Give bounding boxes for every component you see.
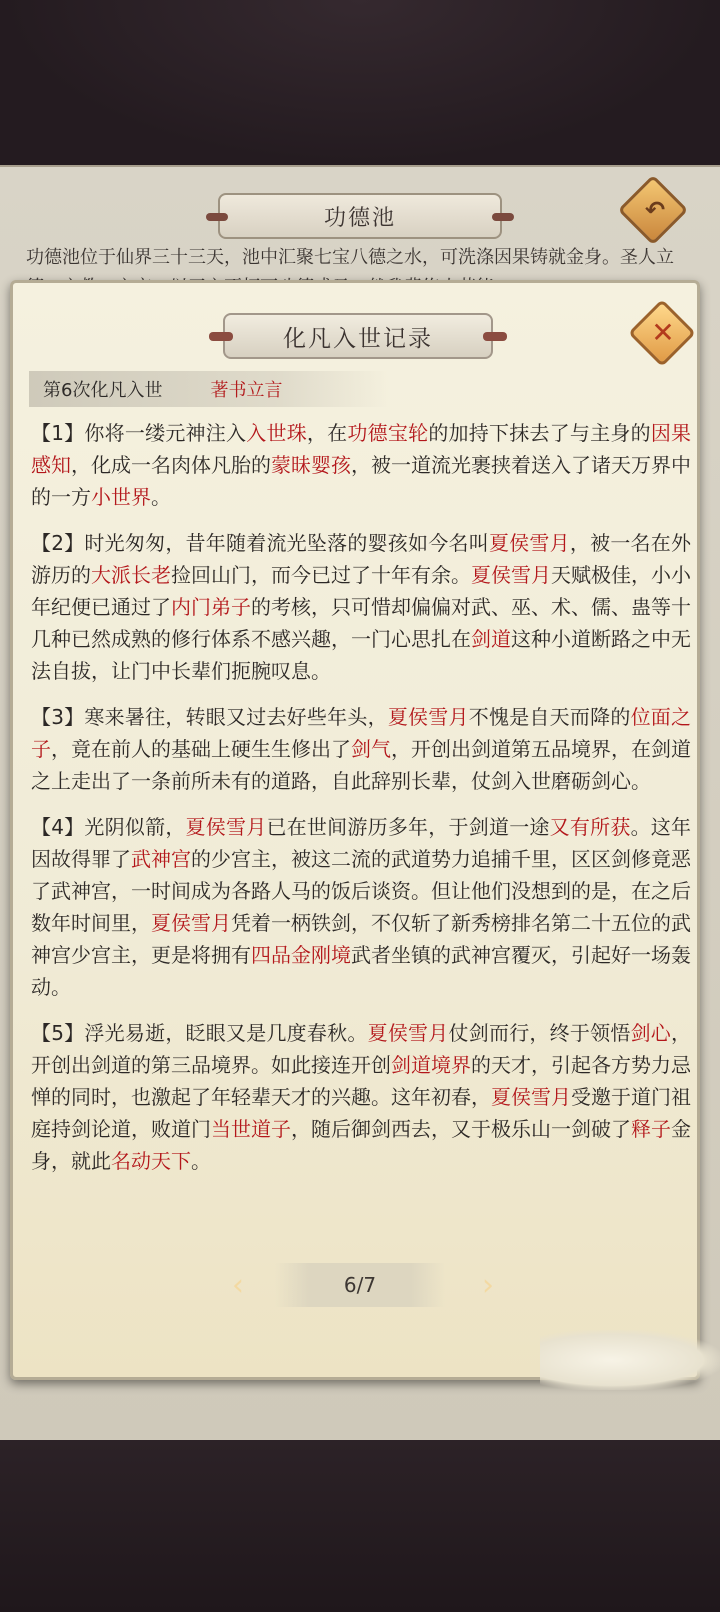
entry-text: 的加持下抹去了与主身的: [428, 421, 651, 445]
highlight-term: 位面之子: [31, 705, 692, 761]
entry-text: 的天才，引起各方势力忌惮的同时，也激起了年轻辈天才的兴趣。这年初春，: [31, 1053, 691, 1109]
entry-text: 的少宫主，被这二流的武道势力追捕千里，区区剑修竟恶了武神宫，一时间成为各路人马的饭后谈资。但让他们没想到的是，在之后数年时间里，: [31, 847, 691, 935]
highlight-term: 武神宫: [131, 847, 191, 871]
entry-text: 【3】寒来暑往，转眼又过去好些年头，: [31, 705, 388, 729]
background-description: 功德池位于仙界三十三天，池中汇聚七宝八德之水，可洗涤因果铸就金身。圣人立: [26, 247, 674, 268]
log-entry: [31, 701, 691, 797]
entry-text: 【1】你将一缕元神注入: [31, 421, 247, 445]
entry-text: 的考核，只可惜却偏偏对武、巫、术、儒、蛊等十几种已然成熟的修行体系不感兴趣，一门心思扎在: [31, 595, 691, 651]
highlight-term: 剑道境界: [391, 1053, 471, 1077]
dialog-title: 化凡入世记录: [283, 325, 433, 352]
pagination: [275, 1263, 445, 1307]
cloud-decoration: [540, 1330, 720, 1390]
highlight-term: 夏侯雪月: [151, 911, 231, 935]
highlight-term: 内门弟子: [171, 595, 251, 619]
close-icon[interactable]: ✕: [651, 316, 675, 349]
entry-text: 【4】光阴似箭，: [31, 815, 186, 839]
log-entry: [31, 417, 691, 513]
record-log: [31, 417, 691, 1191]
title-ornament-right: [492, 213, 514, 221]
highlight-term: 夏侯雪月: [367, 1021, 449, 1045]
log-entry: [31, 1017, 691, 1177]
entry-text: 捡回山门，而今已过了十年有余。: [171, 563, 471, 587]
highlight-term: 小世界: [91, 485, 151, 509]
entry-text: 金身，就此: [31, 1117, 691, 1173]
entry-text: ，开创出剑道第五品境界，在剑道之上走出了一条前所未有的道路，自此辞别长辈，仗剑入世磨砺剑心。: [31, 737, 691, 793]
background-title-bar: [218, 193, 502, 239]
entry-text: ，竟在前人的基础上硬生生修出了: [51, 737, 351, 761]
highlight-term: 四品金刚境: [251, 943, 351, 967]
highlight-term: 因果感知: [31, 421, 692, 477]
log-entry: [31, 527, 691, 687]
entry-text: 仗剑而行，终于领悟: [448, 1021, 631, 1045]
entry-text: 。这年因故得罪了: [31, 815, 692, 871]
highlight-term: 剑心: [630, 1021, 672, 1045]
dialog-title-bar: [223, 313, 493, 359]
entry-text: 这种小道断路之中无法自拔，让门中长辈们扼腕叹息。: [31, 627, 691, 683]
entry-text: 【5】浮光易逝，眨眼又是几度春秋。: [31, 1021, 368, 1045]
page-indicator: 6/7: [343, 1273, 377, 1297]
title-ornament-left: [209, 332, 233, 341]
highlight-term: 夏侯雪月: [491, 1085, 571, 1109]
highlight-term: 名动天下: [111, 1149, 191, 1173]
title-ornament-left: [206, 213, 228, 221]
bottom-background: [0, 1440, 720, 1612]
entry-text: ，在: [306, 421, 348, 445]
record-dialog: [10, 280, 700, 1380]
highlight-term: 夏侯雪月: [185, 815, 267, 839]
highlight-term: 夏侯雪月: [488, 531, 570, 555]
entry-text: 。: [151, 485, 171, 509]
log-entry: [31, 811, 691, 1003]
highlight-term: 剑气: [351, 737, 391, 761]
entry-text: 凭着一柄铁剑，不仅斩了新秀榜排名第二十五位的武神宫少宫主，更是将拥有: [31, 911, 691, 967]
entry-text: ，被一名在外游历的: [31, 531, 692, 587]
entry-text: ，化成一名肉体凡胎的: [71, 453, 271, 477]
entry-text: 不愧是自天而降的: [468, 705, 631, 729]
highlight-term: 当世道子: [211, 1117, 291, 1141]
title-ornament-right: [483, 332, 507, 341]
entry-text: 。: [191, 1149, 211, 1173]
next-page-icon[interactable]: ›: [482, 1268, 494, 1303]
entry-text: 【2】时光匆匆，昔年随着流光坠落的婴孩如今名叫: [31, 531, 489, 555]
entry-text: 受邀于道门祖庭持剑论道，败道门: [31, 1085, 691, 1141]
highlight-term: 蒙昧婴孩: [271, 453, 351, 477]
highlight-term: 夏侯雪月: [471, 563, 551, 587]
return-icon[interactable]: ↶: [644, 196, 666, 224]
top-background: [0, 0, 720, 165]
entry-text: 天赋极佳，小小年纪便已通过了: [31, 563, 691, 619]
highlight-term: 功德宝轮: [347, 421, 429, 445]
record-subheader: [29, 371, 389, 407]
record-title: 著书立言: [210, 380, 283, 401]
entry-text: 已在世间游历多年，于剑道一途: [266, 815, 550, 839]
background-title: 功德池: [323, 205, 396, 231]
highlight-term: 入世珠: [246, 421, 307, 445]
highlight-term: 释子: [631, 1117, 671, 1141]
highlight-term: 大派长老: [91, 563, 171, 587]
entry-text: ，随后御剑西去，又于极乐山一剑破了: [291, 1117, 631, 1141]
entry-text: 武者坐镇的武神宫覆灭，引起好一场轰动。: [31, 943, 691, 999]
highlight-term: 又有所获: [549, 815, 631, 839]
highlight-term: 夏侯雪月: [387, 705, 469, 729]
prev-page-icon[interactable]: ‹: [232, 1268, 244, 1303]
record-count-label: 第6次化凡入世: [43, 380, 163, 401]
highlight-term: 剑道: [471, 627, 511, 651]
entry-text: ，开创出剑道的第三品境界。如此接连开创: [31, 1021, 692, 1077]
entry-text: ，被一道流光裹挟着送入了诸天万界中的一方: [31, 453, 691, 509]
